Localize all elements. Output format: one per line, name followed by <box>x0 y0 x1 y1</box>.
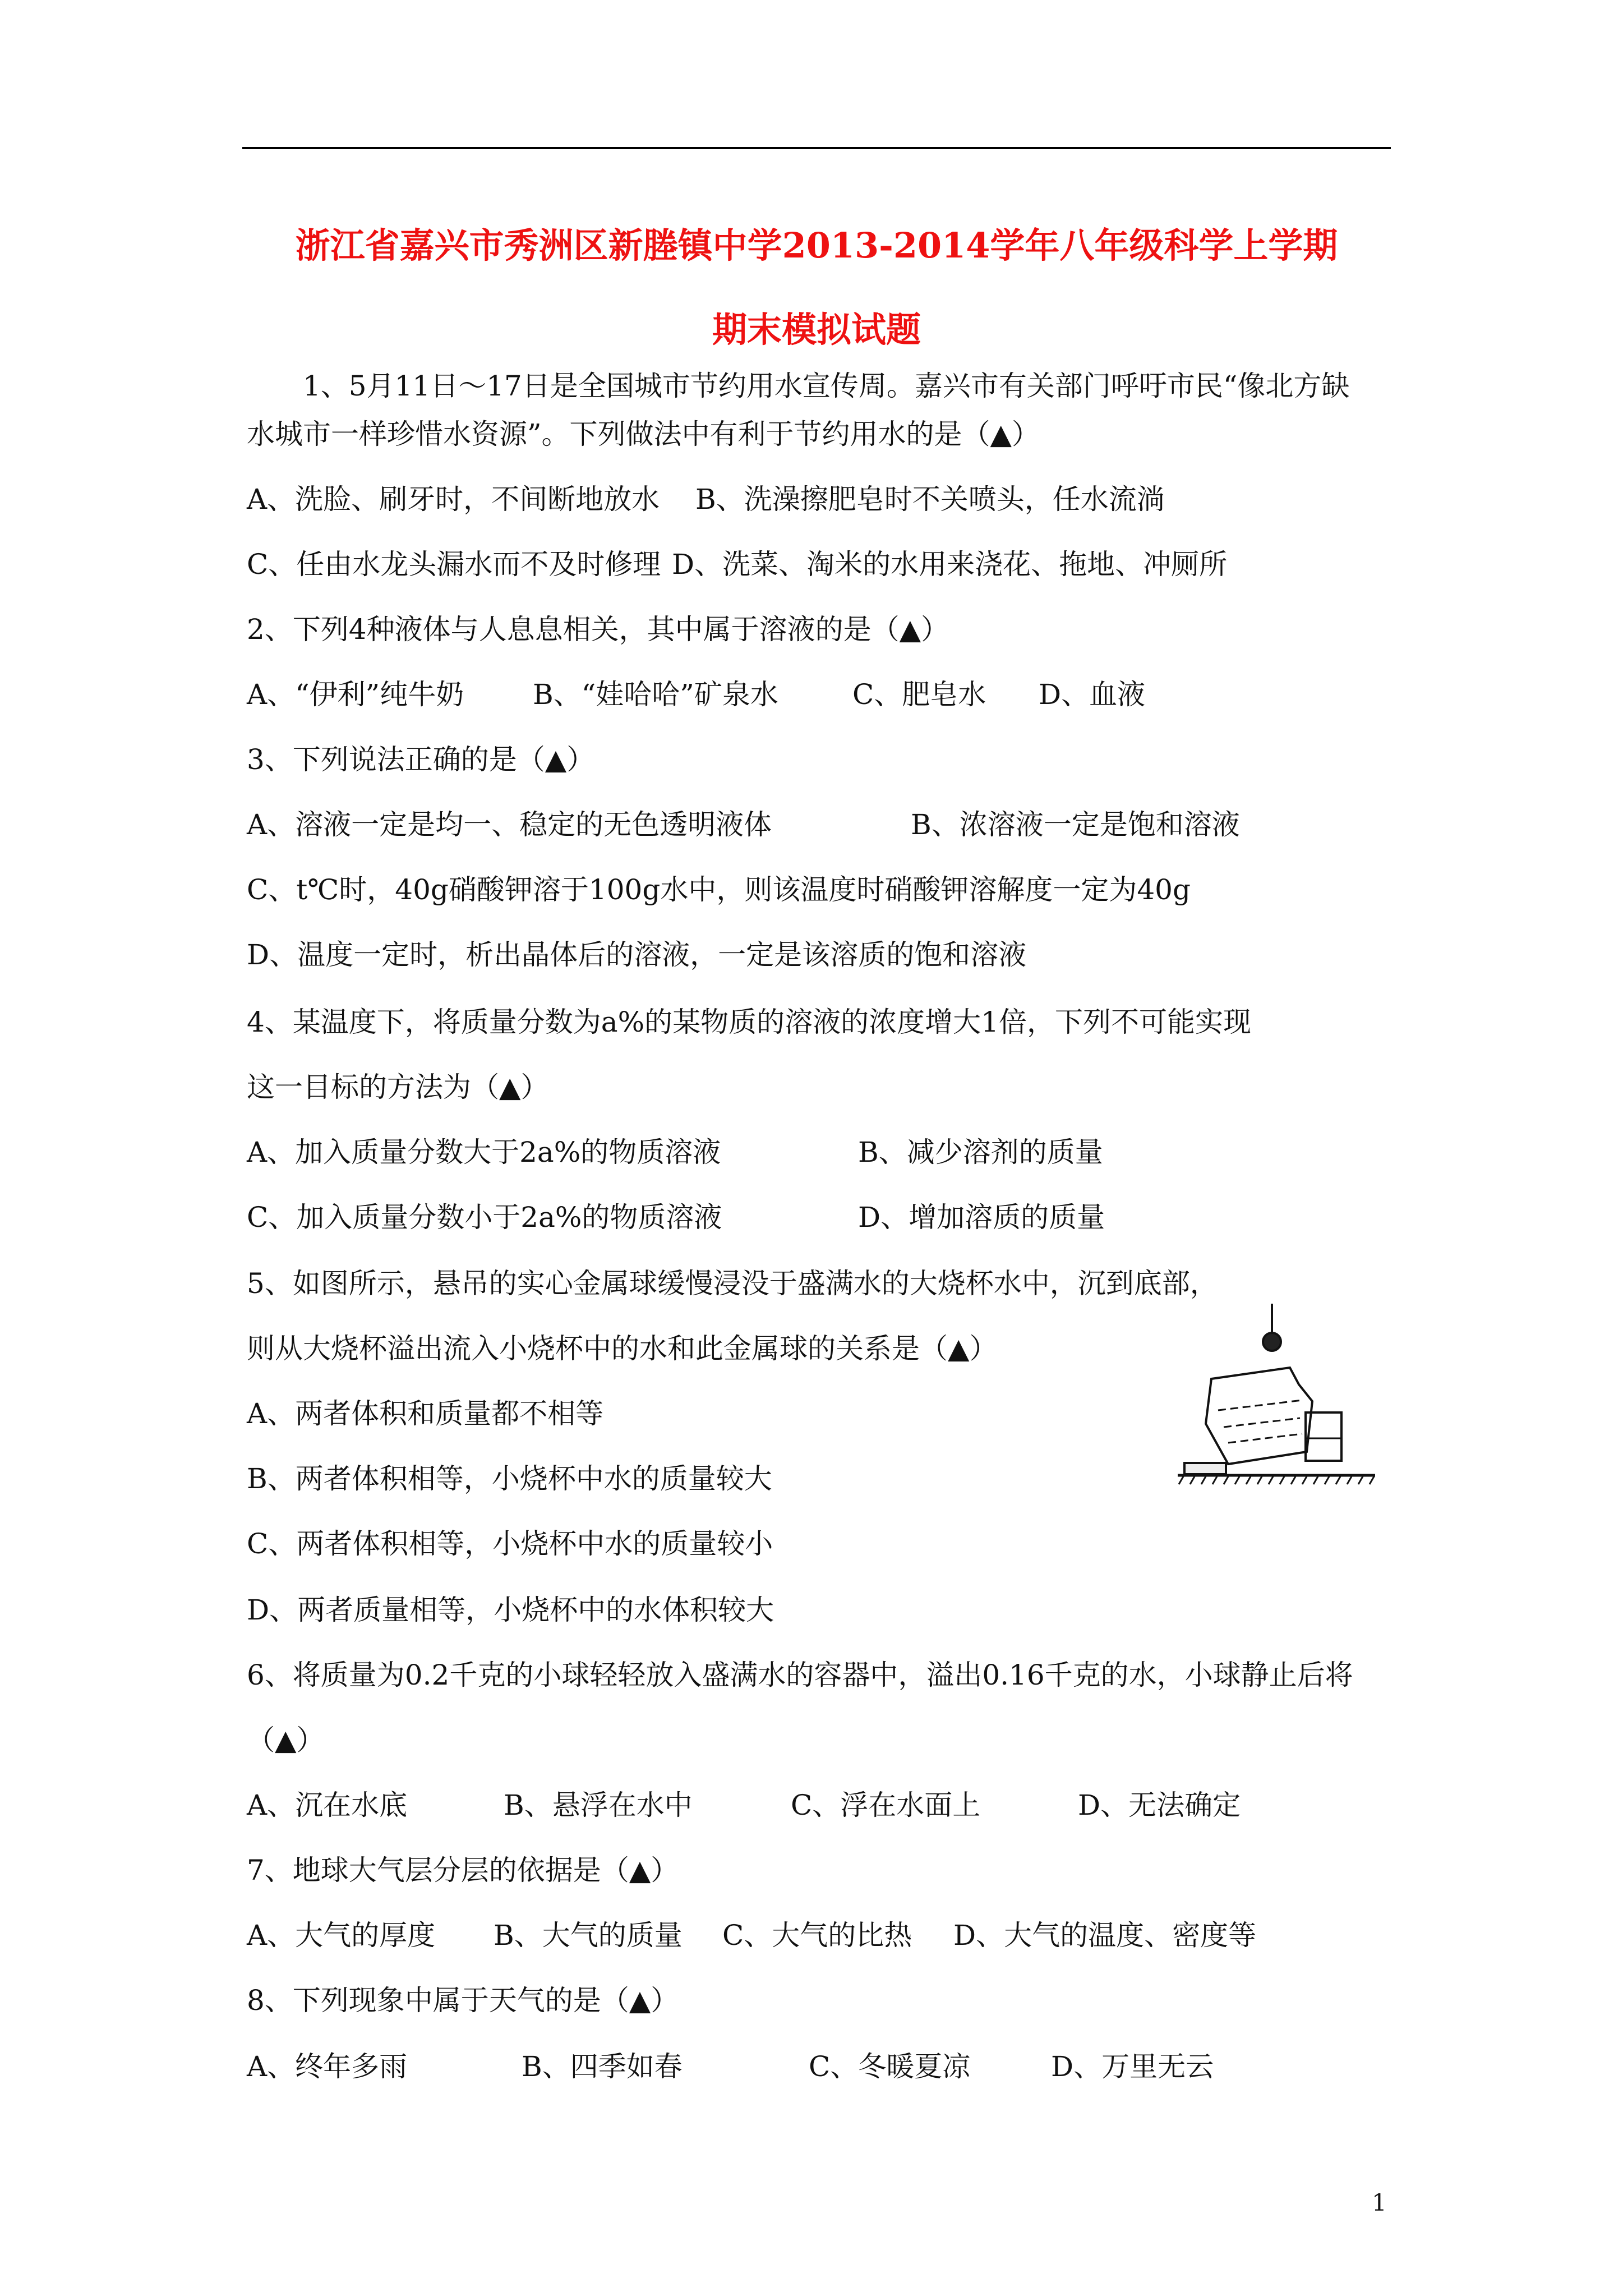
question-8-stem: 8、下列现象中属于天气的是（▲） <box>247 1984 679 2017</box>
question-3-option-a: A、溶液一定是均一、稳定的无色透明液体 <box>247 808 772 841</box>
question-3-stem: 3、下列说法正确的是（▲） <box>247 743 595 776</box>
question-8-option-a: A、终年多雨 <box>247 2050 408 2083</box>
question-4-stem-line1: 4、某温度下，将质量分数为a%的某物质的溶液的浓度增大1倍，下列不可能实现 <box>247 1006 1251 1038</box>
question-7-option-d: D、大气的温度、密度等 <box>953 1919 1257 1952</box>
question-6-stem-line2: （▲） <box>247 1724 325 1756</box>
large-beaker-icon <box>1206 1368 1312 1464</box>
question-8-option-b: B、四季如春 <box>522 2050 683 2083</box>
question-1-option-a: A、洗脸、刷牙时，不间断地放水 <box>247 483 660 516</box>
question-2-stem: 2、下列4种液体与人息息相关，其中属于溶液的是（▲） <box>247 613 949 646</box>
question-3-option-b: B、浓溶液一定是饱和溶液 <box>911 808 1240 841</box>
document-title-line1: 浙江省嘉兴市秀洲区新塍镇中学2013-2014学年八年级科学上学期 <box>295 225 1338 266</box>
question-7-option-a: A、大气的厚度 <box>247 1919 436 1952</box>
question-5-option-c: C、两者体积相等，小烧杯中水的质量较小 <box>247 1527 773 1560</box>
question-4-option-c: C、加入质量分数小于2a%的物质溶液 <box>247 1201 722 1234</box>
question-5-option-d: D、两者质量相等，小烧杯中的水体积较大 <box>247 1594 774 1626</box>
header-rule <box>242 147 1391 149</box>
question-3-option-c: C、t℃时，40g硝酸钾溶于100g水中，则该温度时硝酸钾溶解度一定为40g <box>247 873 1191 906</box>
document-title-line2: 期末模拟试题 <box>712 309 921 350</box>
question-8-option-d: D、万里无云 <box>1051 2050 1214 2083</box>
question-6-option-b: B、悬浮在水中 <box>504 1789 693 1821</box>
question-4-stem-line2: 这一目标的方法为（▲） <box>247 1071 549 1103</box>
question-4-option-a: A、加入质量分数大于2a%的物质溶液 <box>247 1136 721 1168</box>
question-5-option-b: B、两者体积相等，小烧杯中水的质量较大 <box>247 1462 772 1495</box>
question-6-option-c: C、浮在水面上 <box>791 1789 981 1821</box>
question-6-option-d: D、无法确定 <box>1078 1789 1241 1821</box>
question-1-option-c: C、任由水龙头漏水而不及时修理 <box>247 548 661 581</box>
question-1-stem-line2: 水城市一样珍惜水资源”。下列做法中有利于节约用水的是（▲） <box>247 418 1040 450</box>
question-1-option-d: D、洗菜、淘米的水用来浇花、拖地、冲厕所 <box>672 548 1228 581</box>
question-4-option-d: D、增加溶质的质量 <box>858 1201 1105 1234</box>
question-1-stem-line1: 1、5月11日～17日是全国城市节约用水宣传周。嘉兴市有关部门呼吁市民“像北方缺 <box>303 370 1350 402</box>
overflow-beaker-figure <box>1172 1300 1380 1519</box>
question-2-option-b: B、“娃哈哈”矿泉水 <box>533 678 778 711</box>
question-2-option-c: C、肥皂水 <box>852 678 986 711</box>
question-8-option-c: C、冬暖夏凉 <box>809 2050 971 2083</box>
support-block <box>1184 1463 1226 1474</box>
question-7-option-b: B、大气的质量 <box>494 1919 683 1952</box>
question-7-option-c: C、大气的比热 <box>722 1919 912 1952</box>
question-5-option-a: A、两者体积和质量都不相等 <box>247 1397 604 1430</box>
metal-ball-icon <box>1263 1333 1281 1351</box>
page-number: 1 <box>1372 2189 1387 2216</box>
question-6-option-a: A、沉在水底 <box>247 1789 408 1821</box>
question-3-option-d: D、温度一定时，析出晶体后的溶液，一定是该溶质的饱和溶液 <box>247 938 1027 971</box>
question-5-stem-line2: 则从大烧杯溢出流入小烧杯中的水和此金属球的关系是（▲） <box>247 1332 998 1365</box>
question-2-option-d: D、血液 <box>1039 678 1146 711</box>
question-4-option-b: B、减少溶剂的质量 <box>858 1136 1103 1168</box>
question-6-stem-line1: 6、将质量为0.2千克的小球轻轻放入盛满水的容器中，溢出0.16千克的水，小球静止后将 <box>247 1659 1353 1691</box>
question-5-stem-line1: 5、如图所示，悬吊的实心金属球缓慢浸没于盛满水的大烧杯水中，沉到底部， <box>247 1267 1218 1300</box>
question-2-option-a: A、“伊利”纯牛奶 <box>247 678 464 711</box>
question-1-option-b: B、洗澡擦肥皂时不关喷头，任水流淌 <box>695 483 1165 516</box>
question-7-stem: 7、地球大气层分层的依据是（▲） <box>247 1854 679 1887</box>
